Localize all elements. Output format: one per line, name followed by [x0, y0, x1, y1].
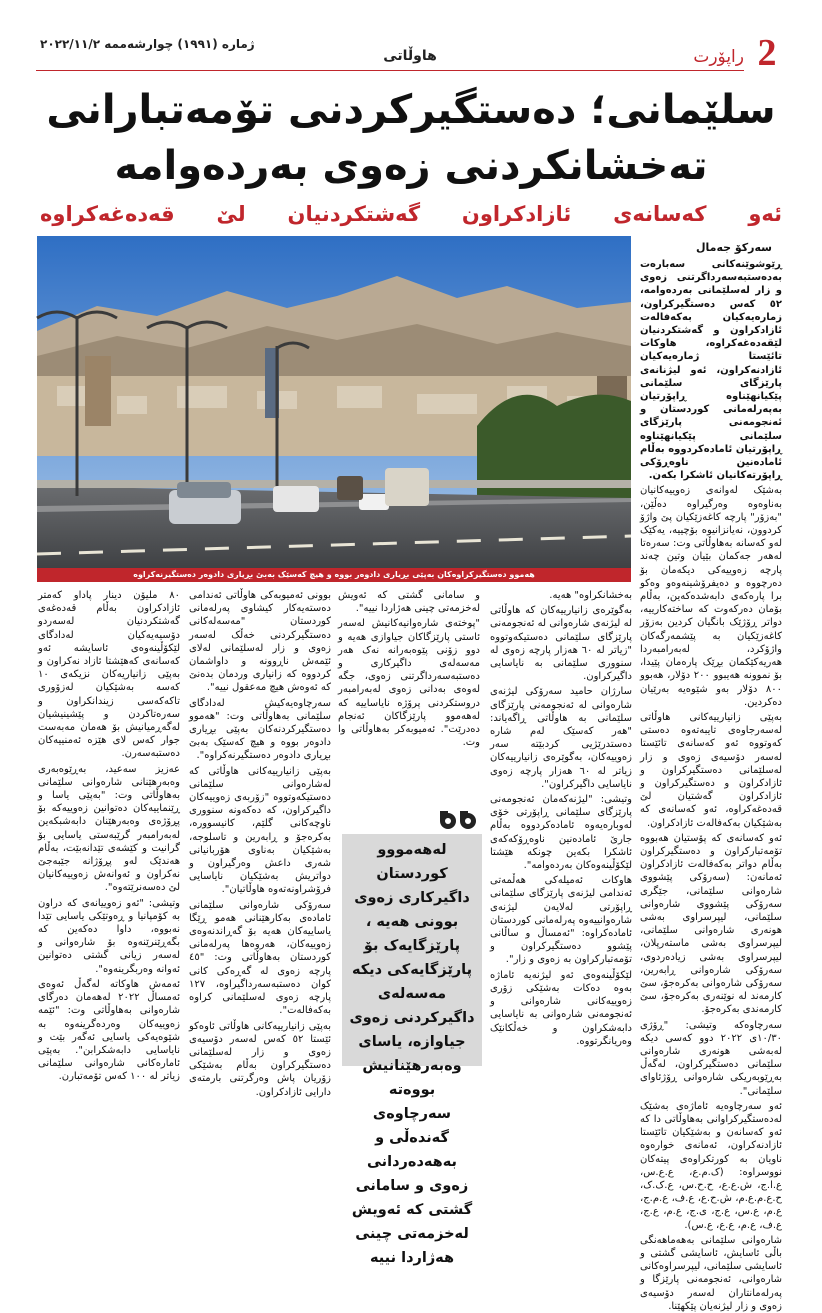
- paragraph: بەپێی زانیارییەکانی هاوڵاتی ئاوەکو ئێستا ٥٢ کەس لەسەر دۆسیەی زەوی و زار لەسلێمانی دەستگیرکراون بەڵام بەشێکی زۆریان پاش وەرگرتنی بارمتەی دارایی ئازادکراون.: [189, 1020, 331, 1098]
- paragraph: وتیشی: "ئەو زەوییانەی کە دراون بە کۆمپانیا و ڕەوتێکی یاسایی تێدا نەبووە، داوا دەکەین کە بگەڕێنرێنەوە بۆ شارەوانی و لەسەر زیانی گشتی دەتوانین ئەوانە وەربگرینەوە".: [38, 897, 180, 975]
- photo-caption: هەموو دەستگیرکراوەکان بەپێی بڕیاری دادوەر بووە و هیچ کەسێک بەبێ بڕیاری دادوەر دەستگیرنەکراوە: [37, 568, 631, 582]
- paragraph: بەخشانکراوە" هەیە.: [549, 590, 632, 601]
- paragraph: ئەو سەرچاوەیە ئاماژەی بەشێک لەدەستگیرکراوانی بەهاوڵاتی دا کە ئەو کەسانەن و بەشێکیان تائێستا ئازادنەکراون، ئەمانەی خوارەوە ناویان بە کورتکراوەی پیتەکان نووسراوە: (ک.م.ع، ع.ع.س، ع.ا.ج، ش.ع.ع، ح.ح.س، ع.ک.ک، ح.ع.م.ع.م، ش.ح.ع، ع.ف، ع.م.ج، ع.م، ع.س، ع.ج، ی.ج، ع.م، ع.ج، ع.ف، ع.م، ع.ع، ع.س).: [640, 1100, 782, 1231]
- paragraph: بەگوێرەی زانیارییەکان کە هاوڵاتی لە لیژنەی شارەوانی لە ئەنجومەنی پارێزگای سلێمانی دەستیکەوتووە "زیاتر لە ٦٠ هەزار پارچە زەوی لە سنووری سلێمانی بە نایاسایی داگیرکراون.: [490, 605, 632, 683]
- article-photo: [37, 236, 631, 568]
- page-number: 2: [757, 32, 777, 74]
- paragraph: "پوختەی شارەوانیەکانیش لەسەر ئاستی پارێزگاکان جیاوازی هەیە و دوو زۆنی پێوەبەرانە نەک هەر مەسەلەی داگیرکاری و دەستبەسەرداگرتنی زەوی، جگە لەوەی بەدانی زەوی لەبەرامبەر دروستکردنی پرۆژە نایاساییە کە لەهەموو پارێزگاکان ئەنجام دەدرێت". ئەمیوبەکر بەهاوڵاتی وا وت.: [338, 618, 480, 749]
- headline-line-2: تەخشانکردنی زەوی بەردەوامە: [114, 143, 708, 189]
- paragraph: بەپێی زانیارییەکانی هاوڵاتی لەسەرجاوەی تایبەتەوە دەستی کەوتووە ئەو کەسانەی تائێستا لەسەر دۆسیەی زەوی و زار لەسلێمانی دەستگیرکراون و ئازادکراون و دەستگیرکراون و ئازادکراون گەشتیان لێ قەدەغەکراوە، ئەو کەسانەی کە بەشێکیان بەکەفالەت ئازادکراون.: [640, 711, 782, 829]
- subheadline: ئەو کەسانەی ئازادکراون گەشتکردنیان لێ قەدەغەکراوە: [40, 202, 782, 226]
- header-rule: [36, 70, 744, 71]
- paragraph: ئەمەش هاوکاتە لەگەڵ ئەوەی ئەمساڵ ٢٠٢٢ لەهەمان دەرگای شارەوانی بەهاوڵاتی وت: "ئێمە زەوییەکان وەردەگرینەوە بە شێوەیەکی یاسایی ئەگەر بێت و نایاسایی دابەشکرابن". بەپێی ئامارەکانی شارەوانی سلێمانی زیاتر لە ١٠٠ کەس تۆمەتبارن.: [38, 978, 180, 1083]
- newspaper-logo: هاوڵاتی: [383, 48, 437, 64]
- headline: [40, 82, 782, 194]
- paragraph: وتیشی: "لیژنەکەمان ئەنجومەنی پارێزگای سلێمانی ڕاپۆرتی خۆی لەوبارەیەوە ئامادەکردووە بەڵام جارێ ئامادەنین ناوەڕۆکەکەی ئاشکرا بکەین چونکە هێشتا لێکۆڵینەوەکان بەردەوامە".: [490, 794, 632, 872]
- paragraph: بەشێک لەوانەی زەوییەکانیان بەناوەوە وەرگیراوە دەڵێن، "بەزۆر" پارچە کاغەزێکیان پێ واژۆ کردوون، نەیانزانیوە بۆچییە، یەکێک لەو کەسانە بەهاوڵاتی وت: سەرەتا لەهەر جەکمان بێیان وتین چەند پارچە زەوییەکی دیکەمان بۆ دەرچووە و دەیفرۆشینەوەو وەکو برا پارەکەی دابەشدەکەین، بەڵام بۆمان دەرکەوت کە ساختەکارییە، دواتر ڕۆژێک بانگیان کردین بەزۆر کاغەزێکیان بە پێشمەرگەکان واژۆکرد، لەبەرامبەردا هەریەکێکمان بڕێک پارەمان پێیدا، بۆ نموونە هەیبوو ٢٠٠ دۆلار، هەبوو ٨٠٠ دۆلار بەو شێوەیە بەرێیان دەکردین.: [640, 485, 783, 708]
- paragraph: هاوکات ئەمیلەکی هەڵمەتی ئەندامی لیژنەی پارێزگای سلێمانی ڕاپۆرتی لەلایەن لیژنەی شارەوانییەوە پەرلەمانی کوردستان ئامادەکراوە: "ئەمساڵ و ساڵانی پێشوو دەستگیرکراون و تۆمەتبارکراون بە زەوی و زار".: [490, 875, 632, 966]
- pull-quote: [342, 834, 482, 1266]
- paragraph: بەپێی زانیارییەکانی هاوڵاتی کە لەشارەوانی سلێمانی دەستیکەوتووە "زۆربەی زەوییەکان داگیرکراون، کە دەکەونە سنووری ناوچەکانی گلێم، کانیسوورە، بەکرەجۆ و ڕابەرین و تاسلوجە، بەشێکیان بەناوی هۆربانیانی شەری داعش وەرگیراون و دواتریش بەشێکیان نایاسایی فرۆشراونەتەوە هاوڵاتیان".: [189, 765, 331, 896]
- text-column-3: [338, 589, 480, 809]
- paragraph: بوونی ئەمیوبەکی هاوڵاتی ئەندامی دەستەیەکار کیشاوی پەرلەمانی کوردستان "مەسەلەکانی دەستگیرکردنی خەڵک لەسەر زەوی و زار لەسلێمانی لەلای ئێمەش ناڕوونە و داواشمان کردووە کە زانیاری وردمان بدەنێ کە ئەوەش هیچ مەعقول نییە".: [189, 590, 331, 694]
- paragraph: شارەوانی سلێمانی بەهەماهەنگی باڵی ئاسایش، ئاسایشی گشتی و ئاسایشی سلێمانی، لیپرسراوەکانی شارەوانی، ئەنجومەنی پارێزگا و پەرلەمانتاران لەسەر دۆسیەی زەوی و زار لیژنەیان پێکهێنا.: [640, 1234, 782, 1312]
- paragraph: و سامانی گشتی کە ئەویش لەخزمەتی چینی هەژاردا نییە".: [338, 590, 480, 615]
- section-label: راپۆرت: [693, 47, 744, 67]
- text-column-4: [189, 589, 331, 1098]
- paragraph: سەرۆکی شارەوانی سلێمانی ئامادەی بەکارهێنانی هەمو ڕێگا یاساییەکان هەیە بۆ گەڕاندنەوەی زەوییەکان، هەروەها پەرلەمانی کوردستان بەهاوڵاتی وت: "٤٥ پارچە زەوی لە گەڕەکی کانی کوان دەستبەسەرداگیراوە، ١٢٧ پارچە زەوی لەسلێمانی کراوە بەکەفالەت".: [189, 899, 331, 1017]
- byline: سەرکۆ جەمال: [695, 241, 772, 254]
- paragraph: سارژان حامید سەرۆکی لیژنەی شارەوانی لە ئەنجومەنی پارێزگای سلێمانی بە هاوڵاتی ڕاگەیاند: "هەر کەسێک لەم شارە دەستدرێژیی کردبێتە سەر زەوییەکان، بەگوێرەی زانیارییەکان زیاتر لە ٦٠ هەزار پارچە زەوی نایاسایی داگیرکراون".: [490, 686, 632, 790]
- pull-quote-text: لەهەمووو کوردستان داگیرکاری زەوی بوونی هەیە ، پارێزگایەک بۆ پارێزگایەکی دیکە مەسەلەی داگیرکردنی زەوی جیاوازە، یاسای وەبەرهێنانیش بووەتە سەرچاوەی گەندەڵی و بەهەدەردانی زەوی و سامانی گشتی کە ئەویش لەخزمەتی چینی هەژاردا نییە: [349, 842, 475, 1266]
- text-column-2: [490, 589, 632, 1066]
- text-column-5: [38, 589, 180, 1083]
- paragraph: ٨٠ ملیۆن دینار پاداو کەمتر ئازادکراون بەڵام قەدەغەی گەشتکردنیان لەسەردو دۆسیەیەکیان لەدادگای لێکۆڵینەوەی ئاسایشە ئەو کەسانەی کەهێشتا ئازاد نەکراون و بەپێی زانیاریەکان نزیکەی ١٠ کەسە بەشێکیان لەزۆوری تاکەکەسی زیندانکراون و سەرەتاکردن و پێشینیشیان لەگەڕمیانیش بۆ هەمان مەبەست جوار کەس لای هێزە ئەمنییەکان دەستبەسەرن.: [38, 590, 180, 760]
- headline-line-1: سلێمانی؛ دەستگیرکردنی تۆمەتبارانی: [46, 87, 776, 133]
- paragraph: ئەو کەسانەی کە پۆستیان هەبووە تۆمەتبارکراون و دەستگیرکراون بەڵام دواتر بەکەفالەت ئازادکراون ئەمانەن: (سەرۆکی پێشووی شارەوانی سلێمانی، جێگری سەرۆکی پێشووی شارەوانی سلێمانی، لیپرسراوی بەشی هونەری شارەوانی سلێمانی، لیپرسراوی بەشی ماستەرپلان، لیپرسراوی بەشی زیادەردوی، سەرۆکی شارەوانی ڕابەرین، سەرۆکی شارەوانی بەکرەجۆ، سێ کارمەند لە نوێنەری بەکرەجۆ، سێ کارمەندی بەکرەجۆ.: [640, 832, 782, 1016]
- paragraph: سەرچاوەیەکیش لەدادگای سلێمانی بەهاوڵاتی وت: "هەموو دەستگیرکردنەکان بەپێی بڕیاری دادوەر بووە و هیچ کەسێک بەبێ بڕیاری دادوەر دەستگیرنەکراوە".: [189, 697, 331, 762]
- issue-date-line: ژمارە (١٩٩١) چوارشەممە ٢٠٢٢/١١/٢: [40, 37, 255, 51]
- paragraph: سەرچاوەکە وتیشی: "ڕۆژی ١٠/٣٠ی ٢٠٢٢ دوو کەسی دیکە لەبەشی هونەری شارەوانی سلێمانی دەستگیرکراون، لەگەڵ بەڕێوبەریکی شارەوانی ڕۆژئاوای سلێمانی".: [640, 1019, 782, 1097]
- paragraph: عەزیز سەعید، بەڕێوەبەری وەبەرهێنانی شارەوانی سلێمانی بەهاوڵاتی وت: "بەپێی یاسا و ڕێنماییەکان دەتوانین زەوییەکە بۆ پڕۆژەی وەبەرهێنان دابەشبکەین لەبەرامبەر گرێبەستی یاسایی بۆ گرانیت و کێشەی تێدانەبێت، بەڵام هەندێک لەو پڕۆژانە جێبەجێ نەکراون و ئەوانەش زەوییەکانیان لێ دەسەنرێتەوە".: [38, 763, 180, 894]
- quote-icon: [436, 809, 480, 831]
- text-column-1: [640, 258, 783, 1312]
- paragraph: لێکۆڵینەوەی ئەو لیژنەیە ئاماژە بەوە دەکات بەشێکی زۆری زەوییەکانی شارەوانی و ئەنجومەنی شارەوانی بە نایاسایی دابەشکراون و خەڵکانێک وەریانگرتووە.: [490, 969, 632, 1047]
- paragraph: ڕێوشوێنەکانی سەبارەت بەدەستبەسەرداگرتنی زەوی و زار لەسلێمانی بەردەوامە، ٥٢ کەس دەستگیرکراون، زمارەیەکیان بەکەفالەت ئازادکراون و گەشتکردنیان لێقەدەغەکراوە، هاوکات تائێستا ژمارەیەکیان ئازادنەکراون، ئەو لیژنانەی پارێزگای سلێمانی پێکیانهێناوە ڕاپۆرتیان بەپەرلەمانی کوردستان و ئەنجومەنی پارێزگای سلێمانی پێکیانهێناوە ڕاپۆرتیان ئامادەکردووە بەڵام ئامادەنین ناوەڕۆکی ڕاپۆرتەکانیان ئاشکرا بکەن.: [640, 259, 782, 482]
